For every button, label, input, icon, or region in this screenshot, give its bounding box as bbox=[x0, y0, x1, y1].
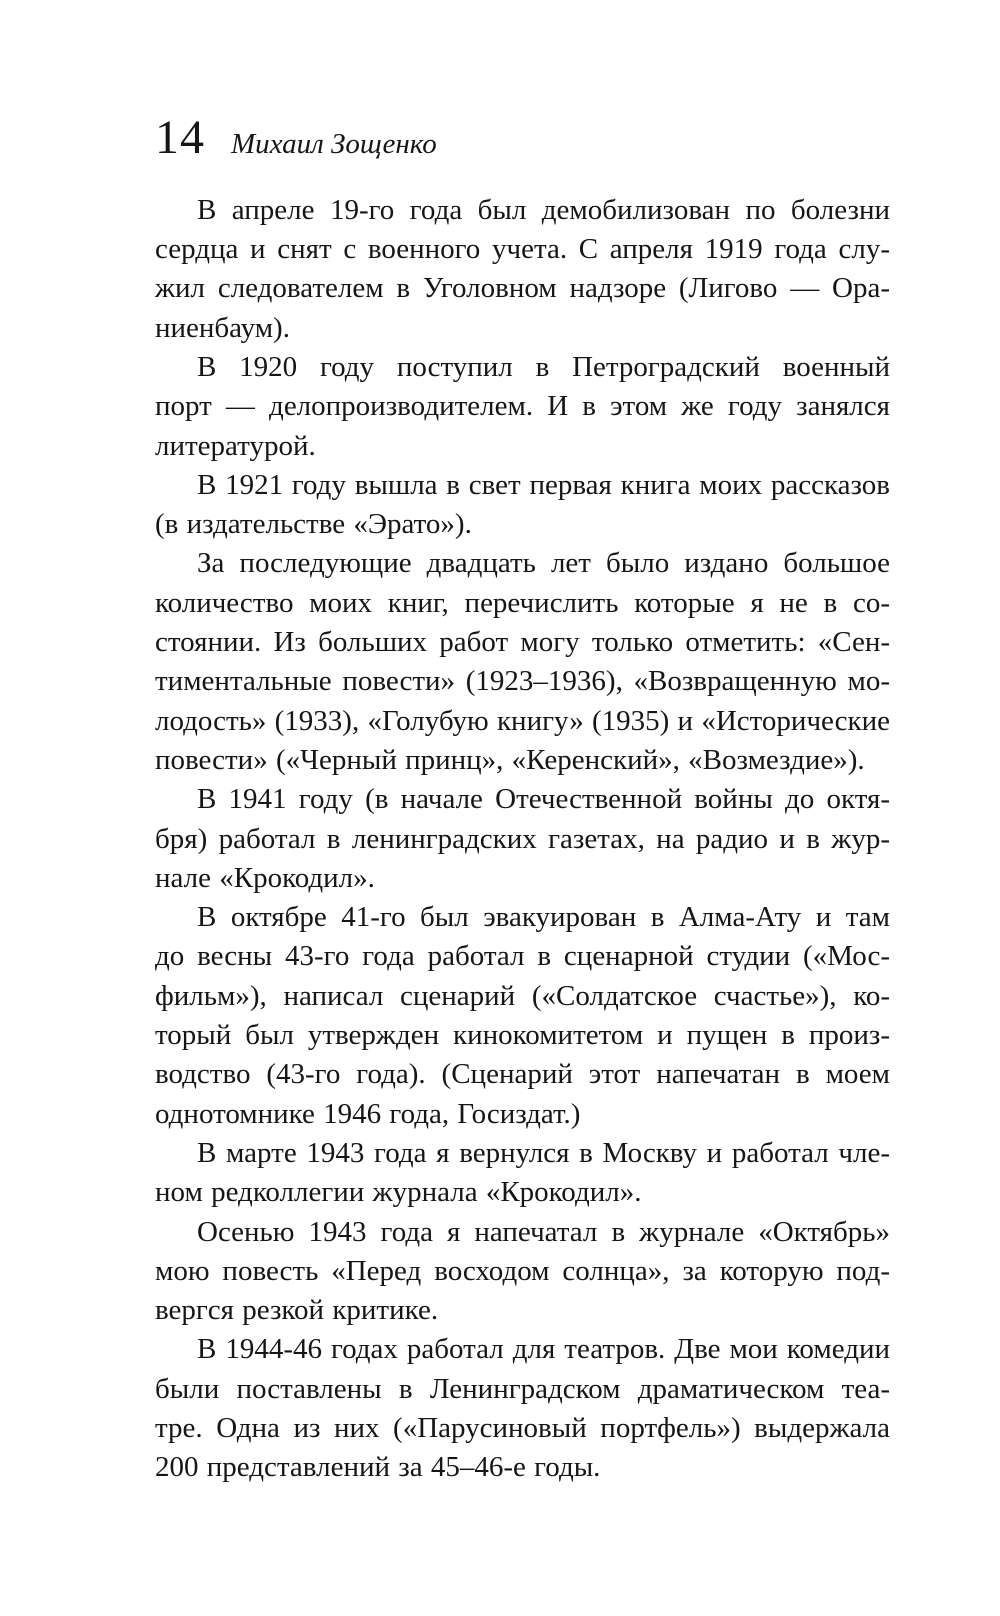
text-line: торый был утвержден кинокомитетом и пущен в произ- bbox=[155, 1019, 890, 1052]
text-line: были поставлены в Ленинградском драматическом теа- bbox=[155, 1372, 890, 1405]
text-line: мою повесть «Перед восходом солнца», за которую под- bbox=[155, 1254, 890, 1287]
paragraph bbox=[155, 1213, 890, 1331]
text-line: вергся резкой критике. bbox=[155, 1294, 439, 1327]
text-line: В апреле 19-го года был демобилизован по болезни bbox=[197, 193, 890, 226]
paragraph bbox=[155, 1330, 890, 1487]
text-line: жил следователем в Уголовном надзоре (Лигово — Ора- bbox=[155, 272, 890, 305]
text-line: водство (43-го года). (Сценарий этот напечатан в моем bbox=[155, 1058, 890, 1091]
text-line: количество моих книг, перечислить которые я не в со- bbox=[155, 586, 890, 619]
text-line: 200 представлений за 45–46-е годы. bbox=[155, 1451, 601, 1484]
running-title-author: Михаил Зощенко bbox=[231, 128, 437, 160]
paragraph bbox=[155, 191, 890, 348]
paragraph bbox=[155, 898, 890, 1134]
text-line: до весны 43-го года работал в сценарной студии («Мос- bbox=[155, 940, 890, 973]
text-line: сердца и снят с военного учета. С апреля 1919 года слу- bbox=[155, 233, 890, 266]
text-line: ном редколлегии журнала «Крокодил». bbox=[155, 1176, 642, 1209]
text-line: В 1941 году (в начале Отечественной войны до октя- bbox=[197, 783, 890, 816]
text-line: лодость» (1933), «Голубую книгу» (1935) и «Исторические bbox=[155, 704, 890, 737]
text-line: В 1944-46 годах работал для театров. Две мои комедии bbox=[197, 1333, 890, 1366]
text-line: порт — делопроизводителем. И в этом же году занялся bbox=[155, 390, 890, 423]
text-line: тре. Одна из них («Парусиновый портфель») выдержала bbox=[155, 1412, 890, 1444]
page-header bbox=[155, 112, 890, 165]
text-line: фильм»), написал сценарий («Солдатское счастье»), ко- bbox=[155, 979, 890, 1012]
text-line: В 1921 году вышла в свет первая книга моих рассказов bbox=[197, 468, 890, 501]
page-number: 14 bbox=[155, 111, 205, 164]
text-line: стоянии. Из больших работ могу только отметить: «Сен- bbox=[155, 626, 890, 659]
text-line: ниенбаум). bbox=[155, 311, 290, 344]
text-line: однотомнике 1946 года, Госиздат.) bbox=[155, 1097, 581, 1130]
text-line: За последующие двадцать лет было издано большое bbox=[197, 547, 890, 580]
text-line: В октябре 41-го был эвакуирован в Алма-Ату и там bbox=[197, 901, 890, 934]
text-line: литературой. bbox=[155, 429, 316, 462]
text-line: повести» («Черный принц», «Керенский», «Возмездие»). bbox=[155, 743, 865, 776]
text-line: тиментальные повести» (1923–1936), «Возвращенную мо- bbox=[155, 665, 890, 698]
paragraph bbox=[155, 348, 890, 466]
paragraph bbox=[155, 544, 890, 780]
text-line: Осенью 1943 года я напечатал в журнале «Октябрь» bbox=[197, 1215, 890, 1248]
body-text bbox=[155, 191, 890, 1488]
paragraph bbox=[155, 780, 890, 898]
paragraph bbox=[155, 1134, 890, 1213]
text-line: (в издательстве «Эрато»). bbox=[155, 508, 472, 541]
text-line: В 1920 году поступил в Петроградский военный bbox=[197, 350, 890, 383]
text-line: бря) работал в ленинградских газетах, на радио и в жур- bbox=[155, 822, 890, 855]
paragraph bbox=[155, 466, 890, 545]
text-line: В марте 1943 года я вернулся в Москву и работал чле- bbox=[197, 1136, 890, 1169]
text-line: нале «Крокодил». bbox=[155, 861, 375, 894]
